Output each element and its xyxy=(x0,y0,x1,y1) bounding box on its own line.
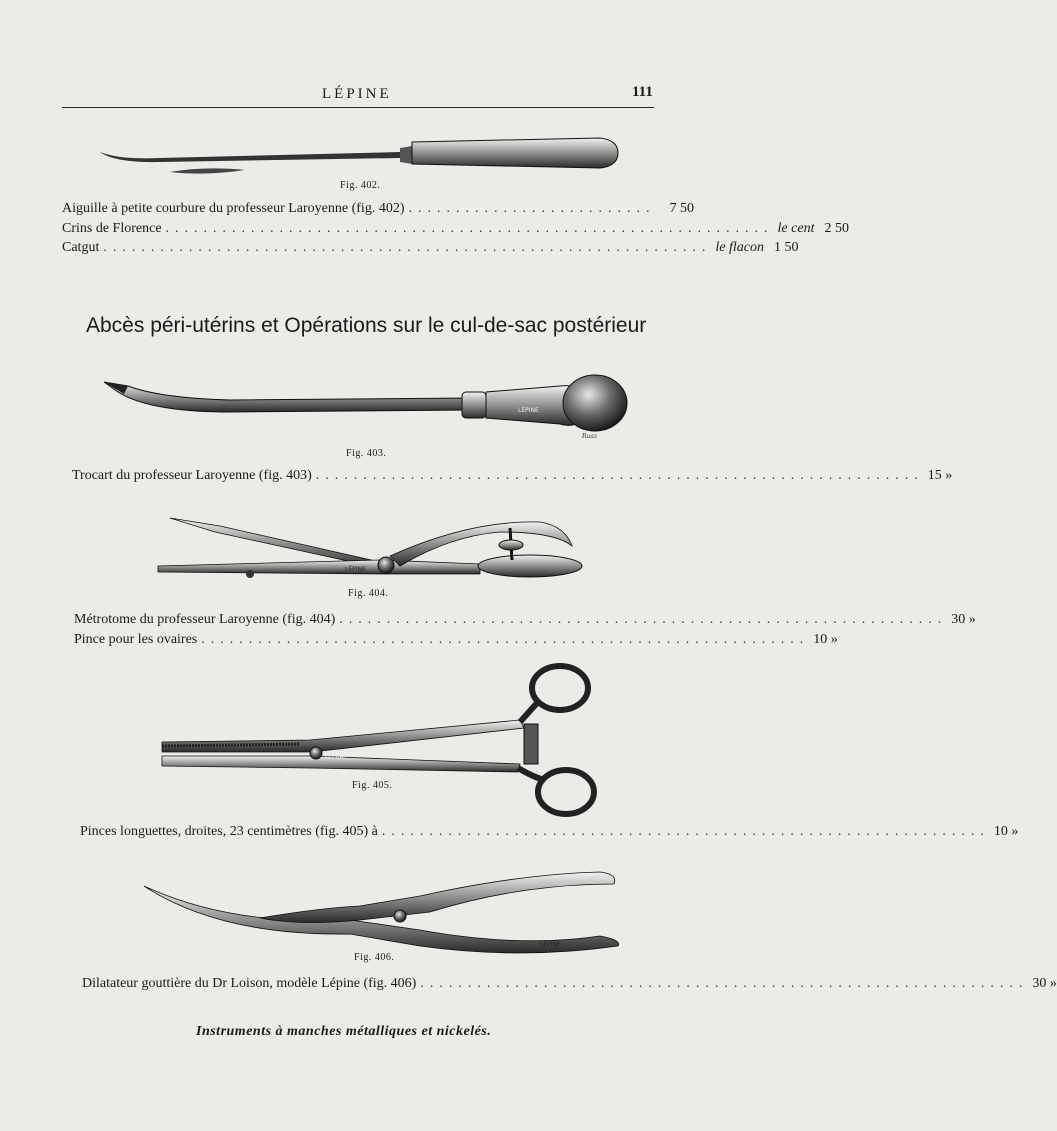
entry-label: Pince pour les ovaires xyxy=(74,632,198,647)
figure-caption-403: Fig. 403. xyxy=(346,448,387,459)
needle-illustration xyxy=(100,138,618,174)
price-entry xyxy=(82,976,1057,992)
entry-price: 2 50 xyxy=(824,221,849,236)
dilator-illustration xyxy=(144,872,619,953)
price-entry xyxy=(74,632,838,648)
section-title: Abcès péri-utérins et Opérations sur le cul-de-sac postérieur xyxy=(86,314,647,337)
page-number: 111 xyxy=(632,84,653,100)
metrotome-illustration xyxy=(158,518,582,578)
entry-price: 15 » xyxy=(927,468,953,483)
dot-leader: ................................................................ xyxy=(420,976,1029,991)
entry-price: 30 » xyxy=(1032,976,1057,991)
dot-leader: ................................................................ xyxy=(381,824,990,839)
dilator-brand-mark: LÉPINE xyxy=(540,941,561,948)
entry-label: Pinces longuettes, droites, 23 centimètres (fig. 405) à xyxy=(80,824,378,839)
price-entry xyxy=(62,240,799,256)
entry-price: 10 » xyxy=(993,824,1019,839)
figure-caption-406: Fig. 406. xyxy=(354,952,395,963)
entry-label: Aiguille à petite courbure du professeur Laroyenne (fig. 402) xyxy=(62,201,405,216)
entry-qualifier: le cent xyxy=(777,221,815,236)
dot-leader: ................................................................ xyxy=(339,612,948,627)
dot-leader: .......................... xyxy=(408,201,656,216)
dot-leader: ................................................................ xyxy=(165,221,774,236)
entry-price: 1 50 xyxy=(773,240,799,255)
entry-label: Catgut xyxy=(62,240,100,255)
forceps-brand-mark: LÉPINE xyxy=(325,753,346,760)
price-entry xyxy=(74,612,976,628)
figure-caption-404: Fig. 404. xyxy=(348,588,389,599)
entry-qualifier: le flacon xyxy=(715,240,764,255)
figure-caption-405: Fig. 405. xyxy=(352,780,393,791)
price-entry xyxy=(72,468,953,484)
forceps-illustration xyxy=(162,666,594,814)
figure-caption-402: Fig. 402. xyxy=(340,180,381,191)
price-entry xyxy=(62,221,849,237)
entry-price: 7 50 xyxy=(669,201,694,216)
entry-label: Métrotome du professeur Laroyenne (fig. 404) xyxy=(74,612,336,627)
price-entry xyxy=(80,824,1019,840)
metrotome-brand-mark: LÉPINE xyxy=(345,566,366,573)
engraver-signature: Ruaz xyxy=(582,433,598,440)
trocar-illustration xyxy=(104,375,627,440)
price-entry xyxy=(62,201,694,217)
entry-price: 10 » xyxy=(813,632,838,647)
entry-label: Dilatateur gouttière du Dr Loison, modèle Lépine (fig. 406) xyxy=(82,976,417,991)
running-header: LÉPINE xyxy=(322,86,392,102)
entry-label: Trocart du professeur Laroyenne (fig. 403) xyxy=(72,468,312,483)
dot-leader: ................................................................ xyxy=(201,632,810,647)
entry-label: Crins de Florence xyxy=(62,221,162,236)
dot-leader: ................................................................ xyxy=(315,468,924,483)
trocar-brand-mark: LÉPINE xyxy=(518,407,539,414)
entry-price: 30 » xyxy=(951,612,976,627)
dot-leader: ................................................................ xyxy=(103,240,712,255)
footer-note: Instruments à manches métalliques et nickelés. xyxy=(196,1024,492,1039)
